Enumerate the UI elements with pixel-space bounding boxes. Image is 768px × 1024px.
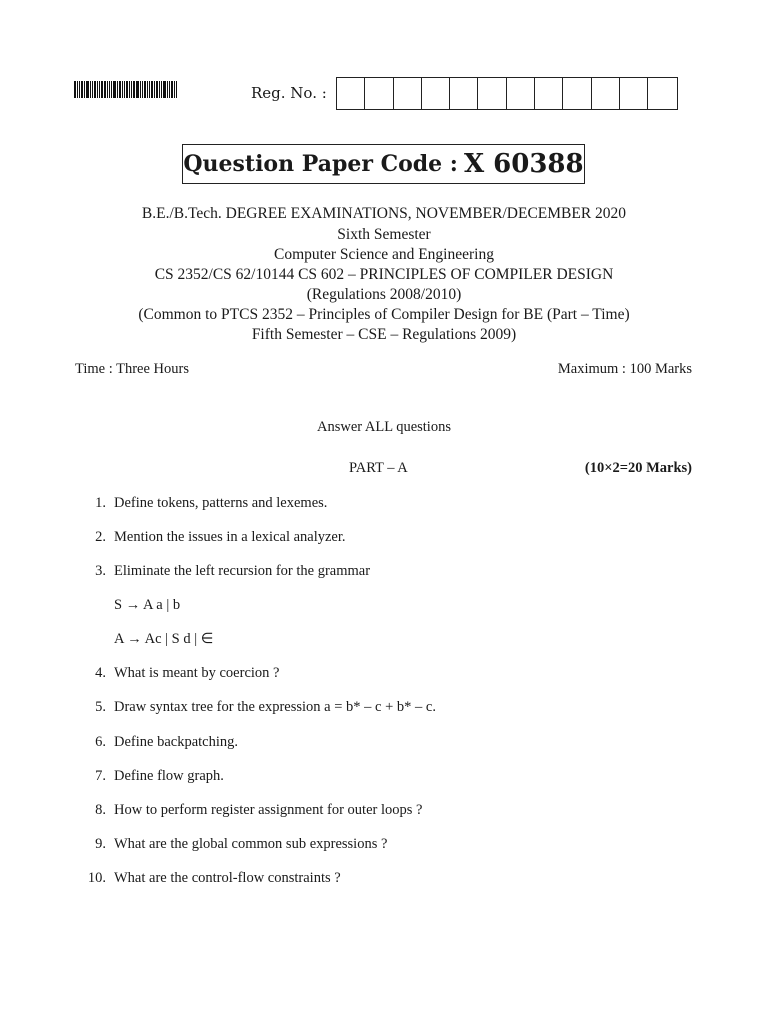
- reg-no-boxes: [336, 77, 678, 110]
- instruction-text: Answer ALL questions: [317, 419, 451, 435]
- question-number: 8.: [95, 802, 106, 818]
- question-paper-code-box: [182, 144, 585, 184]
- question-text: Define flow graph.: [114, 768, 224, 784]
- question-text: Define tokens, patterns and lexemes.: [114, 495, 328, 511]
- question-number: 3.: [95, 563, 106, 579]
- exam-max-marks: Maximum : 100 Marks: [557, 361, 692, 377]
- reg-no-box[interactable]: [394, 78, 422, 109]
- reg-no-box[interactable]: [422, 78, 450, 109]
- reg-no-box[interactable]: [592, 78, 620, 109]
- exam-title: B.E./B.Tech. DEGREE EXAMINATIONS, NOVEMBER/DECEMBER 2020: [141, 205, 627, 222]
- qpc-code: X 60388: [463, 149, 584, 179]
- reg-no-box[interactable]: [620, 78, 648, 109]
- exam-course: CS 2352/CS 62/10144 CS 602 – PRINCIPLES OF COMPILER DESIGN: [154, 266, 614, 283]
- question-text: Mention the issues in a lexical analyzer.: [114, 529, 346, 545]
- exam-semester: Sixth Semester: [337, 226, 431, 243]
- exam-common-note-2: Fifth Semester – CSE – Regulations 2009): [251, 326, 517, 343]
- exam-regulations: (Regulations 2008/2010): [306, 286, 462, 303]
- reg-no-label: Reg. No. :: [251, 84, 327, 102]
- part-marks: (10×2=20 Marks): [584, 460, 692, 476]
- reg-no-box[interactable]: [365, 78, 393, 109]
- question-text: How to perform register assignment for outer loops ?: [114, 802, 423, 818]
- question-text: Define backpatching.: [114, 734, 239, 750]
- question-text: Draw syntax tree for the expression a = b* – c + b* – c.: [114, 699, 436, 715]
- question-number: 9.: [95, 836, 106, 852]
- reg-no-box[interactable]: [337, 78, 365, 109]
- reg-no-box[interactable]: [450, 78, 478, 109]
- question-number: 6.: [95, 734, 106, 750]
- question-text: Eliminate the left recursion for the grammar: [114, 563, 371, 579]
- reg-no-box[interactable]: [563, 78, 591, 109]
- question-number: 5.: [95, 699, 106, 715]
- grammar-rule-2: A → Ac | S d | ∈: [114, 631, 214, 647]
- barcode-image: [74, 81, 188, 98]
- part-title: PART – A: [349, 460, 408, 476]
- exam-common-note: (Common to PTCS 2352 – Principles of Compiler Design for BE (Part – Time): [138, 306, 630, 323]
- exam-time: Time : Three Hours: [75, 361, 189, 377]
- reg-no-box[interactable]: [478, 78, 506, 109]
- qpc-label: Question Paper Code :: [183, 151, 458, 177]
- reg-no-box[interactable]: [507, 78, 535, 109]
- question-number: 10.: [87, 870, 106, 886]
- question-number: 7.: [95, 768, 106, 784]
- question-text: What is meant by coercion ?: [114, 665, 280, 681]
- question-number: 1.: [95, 495, 106, 511]
- question-number: 4.: [95, 665, 106, 681]
- reg-no-box[interactable]: [648, 78, 676, 109]
- reg-no-box[interactable]: [535, 78, 563, 109]
- question-text: What are the global common sub expressions ?: [114, 836, 388, 852]
- exam-department: Computer Science and Engineering: [274, 246, 494, 263]
- question-text: What are the control-flow constraints ?: [114, 870, 341, 886]
- grammar-rule-1: S → A a | b: [114, 597, 181, 613]
- question-number: 2.: [95, 529, 106, 545]
